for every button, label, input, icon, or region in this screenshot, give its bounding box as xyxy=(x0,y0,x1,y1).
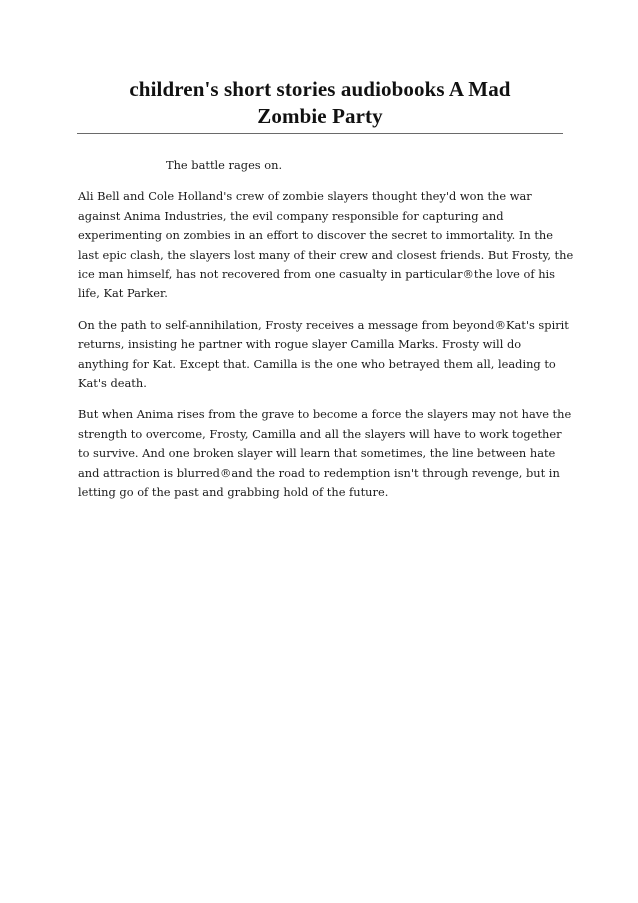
text-line: On the path to self-annihilation, Frosty receives a message from beyond®Kat's spirit xyxy=(78,317,569,332)
text-line: strength to overcome, Frosty, Camilla and all the slayers will have to work together xyxy=(78,426,562,441)
text-line: anything for Kat. Except that. Camilla is the one who betrayed them all, leading to xyxy=(78,356,556,371)
text-line: Kat's death. xyxy=(78,376,147,391)
text-line: ice man himself, has not recovered from one casualty in particular®the love of his xyxy=(78,267,556,282)
text-line: Ali Bell and Cole Holland's crew of zombie slayers thought they'd won the war xyxy=(78,189,532,204)
paragraph-3 xyxy=(78,405,572,502)
text-line: experimenting on zombies in an effort to discover the secret to immortality. In the xyxy=(78,228,553,243)
text-line: last epic clash, the slayers lost many of their crew and closest friends. But Frosty, the xyxy=(78,247,574,262)
text-line: and attraction is blurred®and the road to redemption isn't through revenge, but in xyxy=(78,465,560,480)
title-block xyxy=(77,76,563,134)
document-body xyxy=(78,156,574,515)
text-line: against Anima Industries, the evil company responsible for capturing and xyxy=(78,208,504,223)
title-line: Zombie Party xyxy=(257,104,383,128)
text-line: returns, insisting he partner with rogue slayer Camilla Marks. Frosty will do xyxy=(78,337,522,352)
text-line: to survive. And one broken slayer will learn that sometimes, the line between hate xyxy=(78,446,556,461)
lede-text: The battle rages on. xyxy=(166,158,283,172)
paragraph-1 xyxy=(78,187,574,303)
document-title xyxy=(77,76,563,130)
text-line: life, Kat Parker. xyxy=(78,286,168,301)
text-line: But when Anima rises from the grave to become a force the slayers may not have the xyxy=(78,407,572,422)
text-line: letting go of the past and grabbing hold of the future. xyxy=(78,485,389,500)
paragraph-2 xyxy=(78,316,569,394)
title-line: children's short stories audiobooks A Mad xyxy=(129,77,511,101)
